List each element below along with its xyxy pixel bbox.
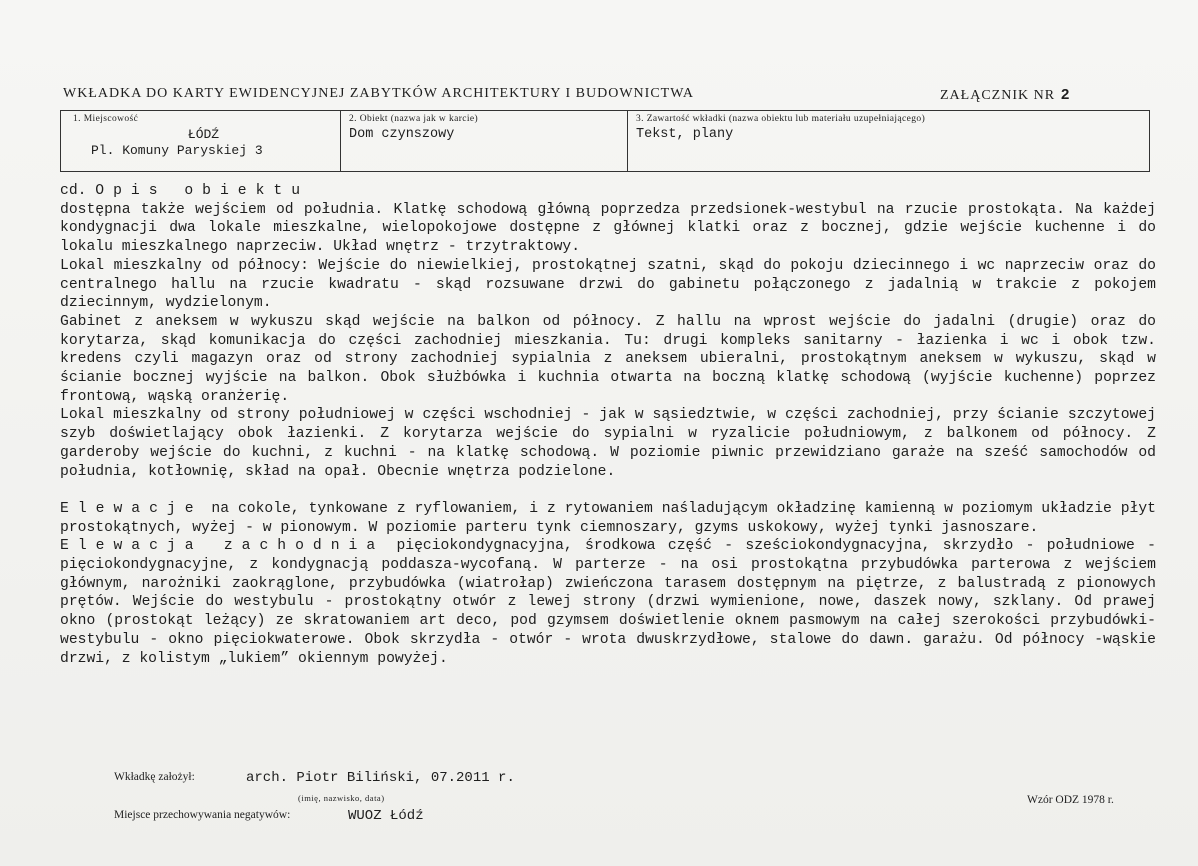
object-value: Dom czynszowy — [349, 127, 455, 142]
description-heading — [60, 182, 1156, 201]
form-code: Wzór ODZ 1978 r. — [1027, 794, 1114, 806]
description-paragraph: Gabinet z aneksem w wykuszu skąd wejście na balkon od północy. Z hallu na wprost wejście do jadalni (drugie) oraz do korytarza, skąd komunikacja do części zachodniej mieszkania. Tu: drugi kompleks sanitarny - łazienka i wc i obok tzw. kredens czyli magazyn oraz od strony zachodniej sypialnia z aneksem ubieralni, prostokątnym aneksem w wykuszu, skąd w ścianie bocznej wyjście na balkon. Obok służbówka i kuchnia otwarta na boczną klatkę schodową (wyjście kuchenne) poprzez frontową, wąską oranżerię. — [60, 313, 1156, 405]
description-paragraph: Lokal mieszkalny od północy: Wejście do niewielkiej, prostokątnej szatni, skąd do pokoju dziecinnego i wc naprzeciw oraz do centralnego hallu na rzucie kwadratu - skąd rozsuwane drzwi do gabinetu połączonego z jadalnią w trakcie z pokojem dziecinnym, wydzielonym. — [60, 257, 1156, 312]
heading-prefix: cd. — [60, 183, 87, 199]
annex-label-text: ZAŁĄCZNIK NR — [940, 88, 1056, 103]
description-paragraph: Lokal mieszkalny od strony południowej w części wschodniej - jak w sąsiedztwie, w części zachodniej, przy ścianie szczytowej szyb doświetlający obok łazienki. Z korytarza wejście do sypialni w ryzalicie południowym, z balkonem od północy. Z garderoby wejście do kuchni, z kuchni - na klatkę schodową. W poziomie piwnic przewidziano garaże na sześć samochodów od południa, kotłownię, skład na opał. Obecnie wnętrza podzielone. — [60, 407, 1156, 480]
locality-label: 1. Miejscowość — [73, 114, 139, 124]
content-value: Tekst, plany — [636, 127, 734, 142]
description-body — [60, 182, 1156, 668]
elevation-paragraph — [60, 500, 1156, 537]
elevation-title: Elewacje — [60, 500, 203, 517]
storage-value: WUOZ Łódź — [348, 808, 424, 824]
heading-text: Opis obiektu — [95, 183, 310, 199]
object-label: 2. Obiekt (nazwa jak w karcie) — [349, 114, 479, 124]
description-paragraph: dostępna także wejściem od południa. Klatkę schodową główną poprzedza przedsionek-westybul na rzucie prostokąta. Na każdej kondygnacji dwa lokale mieszkalne, wielopokojowe dostępne z głównej klatki oraz z bocznej, gdzie wejście kuchenne i do lokalu mieszkalnego naprzeciw. Układ wnętrz - trzytraktowy. — [60, 201, 1156, 256]
paragraph-gap — [60, 481, 1156, 500]
content-field — [628, 111, 1149, 171]
elevation-paragraph — [60, 537, 1156, 668]
author-hint: (imię, nazwisko, data) — [298, 793, 385, 803]
locality-field — [61, 111, 341, 171]
content-label: 3. Zawartość wkładki (nazwa obiektu lub materiału uzupełniającego) — [636, 114, 926, 124]
form-title: WKŁADKA DO KARTY EWIDENCYJNEJ ZABYTKÓW ARCHITEKTURY I BUDOWNICTWA — [63, 86, 694, 101]
storage-label: Miejsce przechowywania negatywów: — [114, 809, 291, 821]
locality-address: Pl. Komuny Paryskiej 3 — [91, 143, 263, 158]
elevation-title: Elewacja zachodnia — [60, 538, 385, 555]
object-field — [341, 111, 628, 171]
header-fields-table — [60, 110, 1150, 172]
annex-label — [940, 86, 1070, 104]
elevation-text: na cokole, tynkowane z ryflowaniem, i z rytowaniem naśladującym okładzinę kamienną w poziomym układzie płyt prostokątnych, wyżej - w pionowym. W poziomie parteru tynk ciemnoszary, gzyms uskokowy, wyżej tynki jasnoszare. — [60, 500, 1156, 536]
author-value: arch. Piotr Biliński, 07.2011 r. — [246, 770, 515, 786]
elevation-text: pięciokondygnacyjna, środkowa część - sześciokondygnacyjna, skrzydło - południowe - pięciokondygnacyjne, z kondygnacją poddasza-wycofaną. W parterze - na osi prostokątna przybudówka parterowa z wejściem głównym, narożniki zaokrąglone, przybudówka (wiatrołap) zwieńczona tarasem dostępnym na piętrze, z balustradą z pionowych prętów. Wejście do westybulu - prostokątny otwór z lewej strony (drzwi wymienione, nowe, daszek nowy, szklany. Od prawej okno (prostokąt leżący) ze skratowaniem art deco, pod gzymsem doświetlenie oknem pasmowym na całej szerokości przybudówki-westybulu - okno pięciokwaterowe. Obok skrzydła - otwór - wrota dwuskrzydłowe, stalowe do dawn. garażu. Od północy -wąskie drzwi, z kolistym „lukiem” okiennym powyżej. — [60, 538, 1156, 667]
annex-number: 2 — [1061, 86, 1071, 103]
locality-city: ŁÓDŹ — [187, 127, 220, 142]
author-label: Wkładkę założył: — [114, 771, 195, 783]
